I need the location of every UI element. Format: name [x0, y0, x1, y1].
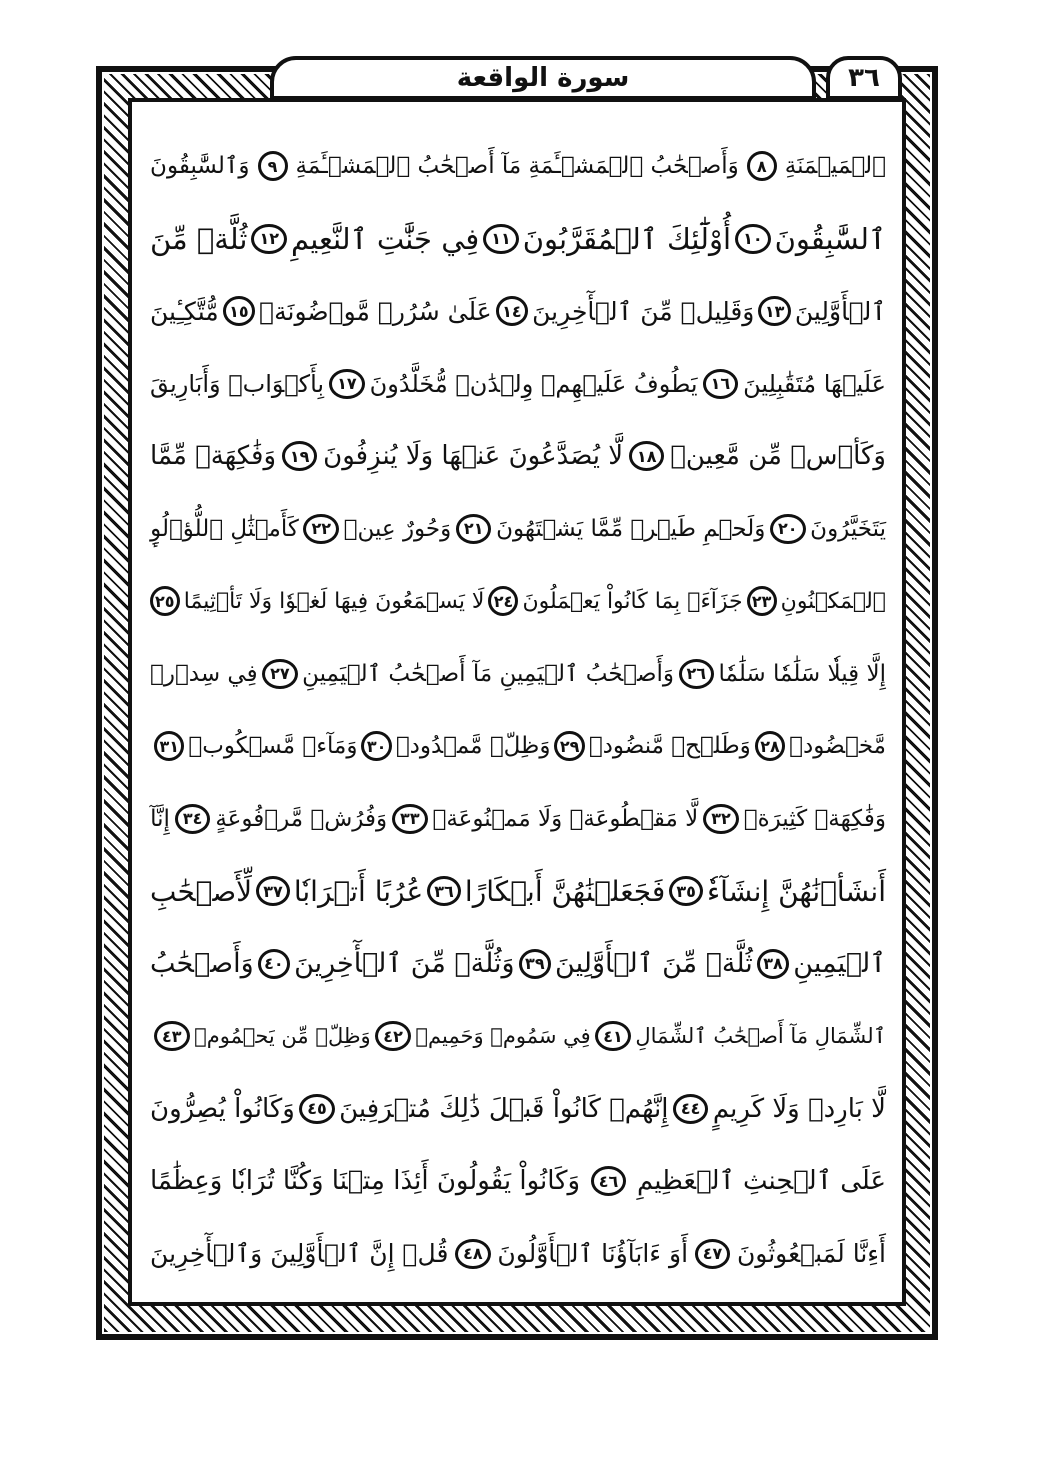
text-line [150, 493, 886, 566]
ayah-number-marker: ٢٥ [150, 586, 180, 616]
ayah-number-marker: ٣٨ [757, 949, 789, 979]
ayah-number-marker: ٣١ [154, 731, 184, 761]
ayah-number-marker: ١٧ [329, 369, 365, 399]
text-line [150, 275, 886, 348]
verse-text: قُلۡ إِنَّ ٱلۡأَوَّلِينَ وَٱلۡأٓخِرِينَ [150, 1239, 449, 1269]
ayah-number-marker: ٢٢ [303, 514, 339, 544]
page-number-text: ٣٦ [848, 63, 880, 93]
verse-text: ثُلَّةٞ مِّنَ [150, 221, 248, 256]
verse-text: فِي سَمُومٖ وَحَمِيمٖ [415, 1024, 591, 1049]
ayah-number-marker: ١٤ [496, 296, 528, 326]
text-line [150, 710, 886, 783]
ayah-number-marker: ٣٤ [175, 804, 211, 834]
verse-text: وَطَلۡحٖ مَّنضُودٖ [588, 733, 751, 760]
text-line [150, 420, 886, 493]
verse-text: وَأَصۡحَٰبُ [150, 948, 254, 980]
ayah-number-marker: ١٥ [223, 296, 255, 326]
text-line [150, 1218, 886, 1291]
ayah-number-marker: ٢٩ [554, 731, 584, 761]
ayah-number-marker: ٣٦ [427, 876, 461, 906]
verse-text: ٱلۡأَوَّلِينَ [794, 296, 886, 326]
verse-text: وَٱلسَّٰبِقُونَ [150, 153, 250, 180]
verse-text: بِأَكۡوَابٖ وَأَبَارِيقَ [150, 369, 325, 398]
verse-text: وَفَٰكِهَةٖ مِّمَّا [150, 441, 277, 472]
text-line [150, 1145, 886, 1218]
ayah-number-marker: ١٨ [629, 441, 665, 471]
verse-text: أَوَ ءَابَآؤُنَا ٱلۡأَوَّلُونَ [497, 1239, 689, 1269]
verse-text: ٱلۡمَكۡنُونِ [780, 588, 886, 614]
verse-text: مُّتَّكِـِٔينَ [150, 296, 219, 326]
verse-text: جَزَآءَۢ بِمَا كَانُواْ يَعۡمَلُونَ [522, 588, 743, 614]
ayah-number-marker: ٢٣ [747, 586, 777, 616]
ayah-number-marker: ٢٨ [755, 731, 785, 761]
verse-text: فِي جَنَّٰتِ ٱلنَّعِيمِ [290, 221, 480, 256]
ayah-number-marker: ١٦ [703, 369, 739, 399]
verse-text: عَلَىٰ سُرُرٖ مَّوۡضُونَةٖ [259, 296, 492, 326]
verse-text: وَفُرُشٖ مَّرۡفُوعَةٍ [215, 805, 388, 832]
verse-text: وَظِلّٖ مِّن يَحۡمُومٖ [194, 1024, 371, 1049]
verse-text: وَحُورٌ عِينٞ [343, 515, 452, 542]
ayah-number-marker: ١١ [483, 224, 519, 254]
verse-text: وَفَٰكِهَةٖ كَثِيرَةٖ [743, 805, 886, 832]
text-line [150, 1000, 886, 1073]
ayah-number-marker: ٢٠ [770, 514, 806, 544]
ayah-number-marker: ٤٠ [258, 949, 290, 979]
ayah-number-marker: ٤٧ [695, 1239, 731, 1269]
ayah-number-marker: ٤٨ [455, 1239, 491, 1269]
verse-text: عَلَى ٱلۡحِنثِ ٱلۡعَظِيمِ [636, 1166, 886, 1197]
verse-text: وَأَصۡحَٰبُ ٱلۡيَمِينِ مَآ أَصۡحَٰبُ ٱلۡيَمِينِ [302, 660, 675, 687]
verse-text: وَظِلّٖ مَّمۡدُودٖ [395, 733, 551, 760]
ayah-number-marker: ٣٠ [361, 731, 391, 761]
verse-text: ٱلسَّٰبِقُونَ [774, 221, 886, 256]
verse-text: لَا يَسۡمَعُونَ فِيهَا لَغۡوٗا وَلَا تَأۡثِيمًا [183, 588, 485, 614]
text-line [150, 130, 886, 203]
surah-title-text: سورة الواقعة [456, 63, 630, 93]
verse-text: كَأَمۡثَٰلِ ٱللُّؤۡلُوِٕ [150, 515, 299, 542]
ayah-number-marker: ٣٧ [256, 876, 290, 906]
verse-text: يَطُوفُ عَلَيۡهِمۡ وِلۡدَٰنٞ مُّخَلَّدُونَ [369, 369, 698, 398]
ayah-number-marker: ٨ [747, 151, 777, 181]
verse-text: إِنَّآ [150, 805, 170, 832]
ayah-number-marker: ٣٢ [703, 804, 739, 834]
ayah-number-marker: ٣٩ [519, 949, 551, 979]
verse-text: وَلَحۡمِ طَيۡرٖ مِّمَّا يَشۡتَهُونَ [496, 515, 766, 542]
verse-text: عُرُبًا أَتۡرَابٗا [293, 874, 424, 908]
text-line [150, 855, 886, 928]
ayah-number-marker: ٩ [258, 151, 288, 181]
ayah-number-marker: ١٢ [251, 224, 287, 254]
verse-text: إِلَّا قِيلٗا سَلَٰمٗا سَلَٰمٗا [718, 660, 886, 687]
text-line [150, 928, 886, 1001]
page-number [826, 56, 902, 100]
ayah-number-marker: ٤٢ [375, 1021, 411, 1051]
verse-text: لَّا بَارِدٖ وَلَا كَرِيمٍ [712, 1093, 886, 1124]
text-line [150, 783, 886, 856]
verse-text: أَنشَأۡنَٰهُنَّ إِنشَآءٗ [706, 874, 886, 908]
quran-text-area [150, 130, 886, 1290]
verse-text: فِي سِدۡرٖ [150, 660, 258, 687]
verse-text: إِنَّهُمۡ كَانُواْ قَبۡلَ ذَٰلِكَ مُتۡرَفِينَ [339, 1093, 669, 1124]
ayah-number-marker: ٤٤ [673, 1094, 709, 1124]
ayah-number-marker: ١٩ [282, 441, 318, 471]
verse-text: وَأَصۡحَٰبُ ٱلۡمَشۡـَٔمَةِ مَآ أَصۡحَٰبُ ٱلۡمَشۡـَٔمَةِ [295, 153, 739, 180]
verse-text: مَّخۡضُودٖ [789, 733, 886, 760]
ayah-number-marker: ٤١ [595, 1021, 631, 1051]
verse-text: لَّا مَقۡطُوعَةٖ وَلَا مَمۡنُوعَةٖ [432, 805, 699, 832]
text-line [150, 1073, 886, 1146]
verse-text: وَقَلِيلٞ مِّنَ ٱلۡأٓخِرِينَ [532, 296, 755, 326]
ayah-number-marker: ٣٣ [392, 804, 428, 834]
verse-text: فَجَعَلۡنَٰهُنَّ أَبۡكَارًا [464, 874, 666, 908]
verse-text: وَكَأۡسٖ مِّن مَّعِينٖ [670, 441, 886, 472]
verse-text: ٱلۡيَمِينِ [793, 948, 886, 980]
verse-text: عَلَيۡهَا مُتَقَٰبِلِينَ [743, 369, 886, 398]
verse-text: لَّا يُصَدَّعُونَ عَنۡهَا وَلَا يُنزِفُونَ [323, 441, 624, 472]
verse-text: ثُلَّةٞ مِّنَ ٱلۡأَوَّلِينَ [555, 948, 753, 980]
ayah-number-marker: ١٣ [758, 296, 790, 326]
verse-text: يَتَخَيَّرُونَ [810, 515, 886, 542]
verse-text: لِّأَصۡحَٰبِ [149, 874, 253, 908]
verse-text: وَثُلَّةٞ مِّنَ ٱلۡأٓخِرِينَ [294, 948, 515, 980]
verse-text: أُوْلَٰٓئِكَ ٱلۡمُقَرَّبُونَ [522, 221, 732, 256]
ayah-number-marker: ٢٦ [679, 659, 715, 689]
verse-text: ٱلشِّمَالِ مَآ أَصۡحَٰبُ ٱلشِّمَالِ [635, 1024, 886, 1049]
ayah-number-marker: ٢٤ [488, 586, 518, 616]
verse-text: وَمَآءٖ مَّسۡكُوبٖ [188, 733, 358, 760]
ayah-number-marker: ٤٦ [591, 1166, 627, 1196]
verse-text: أَءِنَّا لَمَبۡعُوثُونَ [736, 1239, 886, 1269]
ayah-number-marker: ٤٥ [299, 1094, 335, 1124]
ayah-number-marker: ٤٣ [154, 1021, 190, 1051]
text-line [150, 203, 886, 276]
verse-text: وَكَانُواْ يُصِرُّونَ [150, 1093, 295, 1124]
ayah-number-marker: ١٠ [735, 224, 771, 254]
surah-title [270, 56, 816, 100]
verse-text: وَكَانُواْ يَقُولُونَ أَئِذَا مِتۡنَا وَكُنَّا تُرَابٗا وَعِظَٰمًا [150, 1166, 581, 1197]
verse-text: ٱلۡمَيۡمَنَةِ [784, 153, 886, 180]
ayah-number-marker: ٢١ [456, 514, 492, 544]
text-line [150, 348, 886, 421]
text-line [150, 638, 886, 711]
ayah-number-marker: ٣٥ [669, 876, 703, 906]
text-line [150, 565, 886, 638]
ayah-number-marker: ٢٧ [262, 659, 298, 689]
